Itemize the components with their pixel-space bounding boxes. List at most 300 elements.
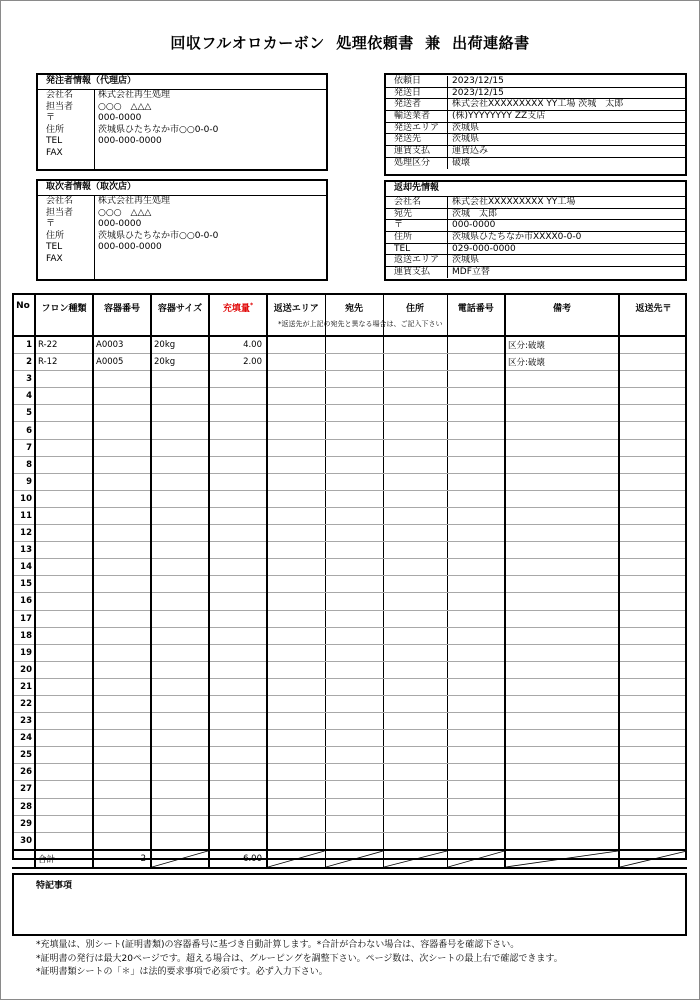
cell-return-to[interactable] bbox=[619, 559, 687, 576]
cell-fill[interactable] bbox=[209, 747, 267, 764]
cell-area[interactable] bbox=[267, 354, 325, 371]
cell-container[interactable] bbox=[93, 559, 151, 576]
cell-addr[interactable] bbox=[383, 747, 447, 764]
cell-type[interactable]: R-22 bbox=[35, 336, 93, 354]
cell-dest[interactable] bbox=[325, 610, 383, 627]
cell-container[interactable] bbox=[93, 764, 151, 781]
cell-dest[interactable] bbox=[325, 405, 383, 422]
cell-phone[interactable] bbox=[447, 422, 505, 439]
cell-remarks[interactable] bbox=[505, 695, 619, 712]
cell-phone[interactable] bbox=[447, 439, 505, 456]
cell-size[interactable] bbox=[151, 388, 209, 405]
cell-fill[interactable] bbox=[209, 764, 267, 781]
cell-phone[interactable] bbox=[447, 542, 505, 559]
cell-fill[interactable] bbox=[209, 815, 267, 832]
cell-addr[interactable] bbox=[383, 336, 447, 354]
cell-dest[interactable] bbox=[325, 354, 383, 371]
cell-size[interactable] bbox=[151, 695, 209, 712]
cell-area[interactable] bbox=[267, 627, 325, 644]
cell-fill[interactable] bbox=[209, 388, 267, 405]
cell-fill[interactable]: 2.00 bbox=[209, 354, 267, 371]
cell-type[interactable] bbox=[35, 798, 93, 815]
cell-addr[interactable] bbox=[383, 422, 447, 439]
cell-addr[interactable] bbox=[383, 405, 447, 422]
cell-addr[interactable] bbox=[383, 388, 447, 405]
cell-dest[interactable] bbox=[325, 439, 383, 456]
cell-return-to[interactable] bbox=[619, 490, 687, 507]
cell-type[interactable] bbox=[35, 405, 93, 422]
cell-area[interactable] bbox=[267, 695, 325, 712]
cell-remarks[interactable] bbox=[505, 798, 619, 815]
cell-phone[interactable] bbox=[447, 713, 505, 730]
cell-dest[interactable] bbox=[325, 695, 383, 712]
cell-fill[interactable] bbox=[209, 559, 267, 576]
cell-type[interactable] bbox=[35, 644, 93, 661]
cell-remarks[interactable] bbox=[505, 525, 619, 542]
cell-area[interactable] bbox=[267, 507, 325, 524]
cell-container[interactable] bbox=[93, 661, 151, 678]
cell-dest[interactable] bbox=[325, 490, 383, 507]
cell-fill[interactable] bbox=[209, 371, 267, 388]
cell-remarks[interactable] bbox=[505, 388, 619, 405]
cell-area[interactable] bbox=[267, 422, 325, 439]
cell-remarks[interactable] bbox=[505, 610, 619, 627]
cell-size[interactable] bbox=[151, 661, 209, 678]
cell-fill[interactable] bbox=[209, 627, 267, 644]
cell-type[interactable] bbox=[35, 713, 93, 730]
cell-phone[interactable] bbox=[447, 764, 505, 781]
cell-phone[interactable] bbox=[447, 490, 505, 507]
cell-type[interactable] bbox=[35, 661, 93, 678]
cell-fill[interactable] bbox=[209, 456, 267, 473]
cell-size[interactable] bbox=[151, 542, 209, 559]
cell-type[interactable] bbox=[35, 764, 93, 781]
cell-return-to[interactable] bbox=[619, 456, 687, 473]
cell-return-to[interactable] bbox=[619, 610, 687, 627]
cell-container[interactable] bbox=[93, 422, 151, 439]
cell-type[interactable] bbox=[35, 815, 93, 832]
cell-type[interactable] bbox=[35, 473, 93, 490]
cell-dest[interactable] bbox=[325, 747, 383, 764]
cell-area[interactable] bbox=[267, 559, 325, 576]
cell-area[interactable] bbox=[267, 764, 325, 781]
cell-size[interactable] bbox=[151, 593, 209, 610]
cell-return-to[interactable] bbox=[619, 388, 687, 405]
cell-area[interactable] bbox=[267, 439, 325, 456]
cell-size[interactable] bbox=[151, 798, 209, 815]
cell-addr[interactable] bbox=[383, 490, 447, 507]
cell-addr[interactable] bbox=[383, 661, 447, 678]
cell-remarks[interactable] bbox=[505, 644, 619, 661]
cell-phone[interactable] bbox=[447, 525, 505, 542]
cell-container[interactable] bbox=[93, 678, 151, 695]
cell-remarks[interactable] bbox=[505, 439, 619, 456]
cell-type[interactable]: R-12 bbox=[35, 354, 93, 371]
cell-size[interactable] bbox=[151, 644, 209, 661]
cell-return-to[interactable] bbox=[619, 371, 687, 388]
cell-dest[interactable] bbox=[325, 559, 383, 576]
cell-type[interactable] bbox=[35, 832, 93, 850]
cell-dest[interactable] bbox=[325, 593, 383, 610]
cell-dest[interactable] bbox=[325, 627, 383, 644]
cell-dest[interactable] bbox=[325, 422, 383, 439]
cell-return-to[interactable] bbox=[619, 576, 687, 593]
cell-container[interactable] bbox=[93, 798, 151, 815]
cell-remarks[interactable] bbox=[505, 781, 619, 798]
cell-size[interactable] bbox=[151, 713, 209, 730]
cell-addr[interactable] bbox=[383, 371, 447, 388]
cell-return-to[interactable] bbox=[619, 730, 687, 747]
cell-size[interactable] bbox=[151, 764, 209, 781]
cell-remarks[interactable] bbox=[505, 713, 619, 730]
cell-return-to[interactable] bbox=[619, 644, 687, 661]
cell-type[interactable] bbox=[35, 627, 93, 644]
cell-type[interactable] bbox=[35, 507, 93, 524]
cell-phone[interactable] bbox=[447, 678, 505, 695]
cell-container[interactable] bbox=[93, 610, 151, 627]
cell-container[interactable] bbox=[93, 832, 151, 850]
cell-return-to[interactable] bbox=[619, 507, 687, 524]
cell-phone[interactable] bbox=[447, 336, 505, 354]
cell-dest[interactable] bbox=[325, 576, 383, 593]
cell-fill[interactable] bbox=[209, 644, 267, 661]
cell-container[interactable] bbox=[93, 747, 151, 764]
cell-type[interactable] bbox=[35, 593, 93, 610]
cell-phone[interactable] bbox=[447, 730, 505, 747]
cell-phone[interactable] bbox=[447, 661, 505, 678]
cell-size[interactable] bbox=[151, 781, 209, 798]
cell-fill[interactable] bbox=[209, 405, 267, 422]
cell-type[interactable] bbox=[35, 730, 93, 747]
cell-remarks[interactable] bbox=[505, 747, 619, 764]
cell-area[interactable] bbox=[267, 593, 325, 610]
cell-size[interactable] bbox=[151, 832, 209, 850]
cell-area[interactable] bbox=[267, 815, 325, 832]
cell-container[interactable] bbox=[93, 713, 151, 730]
cell-addr[interactable] bbox=[383, 525, 447, 542]
cell-area[interactable] bbox=[267, 576, 325, 593]
cell-addr[interactable] bbox=[383, 559, 447, 576]
cell-addr[interactable] bbox=[383, 730, 447, 747]
cell-container[interactable] bbox=[93, 730, 151, 747]
cell-phone[interactable] bbox=[447, 559, 505, 576]
cell-addr[interactable] bbox=[383, 542, 447, 559]
cell-remarks[interactable] bbox=[505, 371, 619, 388]
cell-container[interactable] bbox=[93, 593, 151, 610]
cell-area[interactable] bbox=[267, 713, 325, 730]
cell-remarks[interactable] bbox=[505, 576, 619, 593]
cell-size[interactable] bbox=[151, 456, 209, 473]
cell-container[interactable] bbox=[93, 507, 151, 524]
cell-type[interactable] bbox=[35, 781, 93, 798]
cell-container[interactable] bbox=[93, 815, 151, 832]
cell-area[interactable] bbox=[267, 542, 325, 559]
cell-phone[interactable] bbox=[447, 371, 505, 388]
cell-remarks[interactable]: 区分:破壊 bbox=[505, 336, 619, 354]
cell-fill[interactable] bbox=[209, 490, 267, 507]
cell-area[interactable] bbox=[267, 473, 325, 490]
cell-return-to[interactable] bbox=[619, 627, 687, 644]
cell-return-to[interactable] bbox=[619, 439, 687, 456]
cell-container[interactable] bbox=[93, 525, 151, 542]
cell-phone[interactable] bbox=[447, 507, 505, 524]
cell-area[interactable] bbox=[267, 730, 325, 747]
cell-area[interactable] bbox=[267, 781, 325, 798]
cell-remarks[interactable] bbox=[505, 661, 619, 678]
cell-remarks[interactable] bbox=[505, 422, 619, 439]
cell-dest[interactable] bbox=[325, 507, 383, 524]
cell-container[interactable] bbox=[93, 542, 151, 559]
cell-area[interactable] bbox=[267, 525, 325, 542]
cell-container[interactable]: A0005 bbox=[93, 354, 151, 371]
cell-area[interactable] bbox=[267, 678, 325, 695]
cell-addr[interactable] bbox=[383, 781, 447, 798]
cell-container[interactable] bbox=[93, 371, 151, 388]
cell-size[interactable] bbox=[151, 371, 209, 388]
cell-container[interactable] bbox=[93, 644, 151, 661]
cell-return-to[interactable] bbox=[619, 764, 687, 781]
cell-type[interactable] bbox=[35, 371, 93, 388]
cell-remarks[interactable] bbox=[505, 730, 619, 747]
cell-addr[interactable] bbox=[383, 439, 447, 456]
cell-return-to[interactable] bbox=[619, 695, 687, 712]
cell-size[interactable]: 20kg bbox=[151, 336, 209, 354]
cell-fill[interactable] bbox=[209, 678, 267, 695]
cell-return-to[interactable] bbox=[619, 661, 687, 678]
cell-dest[interactable] bbox=[325, 525, 383, 542]
cell-addr[interactable] bbox=[383, 627, 447, 644]
cell-fill[interactable] bbox=[209, 832, 267, 850]
cell-remarks[interactable] bbox=[505, 490, 619, 507]
cell-type[interactable] bbox=[35, 695, 93, 712]
cell-fill[interactable] bbox=[209, 713, 267, 730]
cell-size[interactable] bbox=[151, 627, 209, 644]
cell-return-to[interactable] bbox=[619, 815, 687, 832]
cell-remarks[interactable] bbox=[505, 542, 619, 559]
cell-return-to[interactable] bbox=[619, 713, 687, 730]
cell-phone[interactable] bbox=[447, 627, 505, 644]
cell-size[interactable] bbox=[151, 576, 209, 593]
cell-dest[interactable] bbox=[325, 336, 383, 354]
cell-size[interactable]: 20kg bbox=[151, 354, 209, 371]
cell-dest[interactable] bbox=[325, 371, 383, 388]
cell-fill[interactable] bbox=[209, 695, 267, 712]
cell-phone[interactable] bbox=[447, 781, 505, 798]
cell-dest[interactable] bbox=[325, 542, 383, 559]
cell-size[interactable] bbox=[151, 730, 209, 747]
cell-phone[interactable] bbox=[447, 593, 505, 610]
cell-fill[interactable] bbox=[209, 542, 267, 559]
cell-addr[interactable] bbox=[383, 507, 447, 524]
cell-area[interactable] bbox=[267, 610, 325, 627]
cell-dest[interactable] bbox=[325, 388, 383, 405]
cell-addr[interactable] bbox=[383, 832, 447, 850]
cell-return-to[interactable] bbox=[619, 593, 687, 610]
cell-container[interactable] bbox=[93, 781, 151, 798]
cell-fill[interactable] bbox=[209, 473, 267, 490]
cell-container[interactable] bbox=[93, 473, 151, 490]
cell-size[interactable] bbox=[151, 507, 209, 524]
cell-type[interactable] bbox=[35, 422, 93, 439]
cell-dest[interactable] bbox=[325, 781, 383, 798]
cell-dest[interactable] bbox=[325, 764, 383, 781]
cell-size[interactable] bbox=[151, 422, 209, 439]
cell-type[interactable] bbox=[35, 456, 93, 473]
cell-remarks[interactable] bbox=[505, 627, 619, 644]
cell-phone[interactable] bbox=[447, 354, 505, 371]
cell-area[interactable] bbox=[267, 644, 325, 661]
cell-type[interactable] bbox=[35, 542, 93, 559]
cell-area[interactable] bbox=[267, 798, 325, 815]
cell-dest[interactable] bbox=[325, 713, 383, 730]
cell-addr[interactable] bbox=[383, 354, 447, 371]
cell-area[interactable] bbox=[267, 388, 325, 405]
cell-addr[interactable] bbox=[383, 644, 447, 661]
cell-container[interactable] bbox=[93, 627, 151, 644]
cell-container[interactable] bbox=[93, 695, 151, 712]
cell-fill[interactable] bbox=[209, 422, 267, 439]
cell-area[interactable] bbox=[267, 405, 325, 422]
cell-phone[interactable] bbox=[447, 473, 505, 490]
cell-dest[interactable] bbox=[325, 815, 383, 832]
special-notes-box[interactable] bbox=[12, 873, 687, 936]
cell-type[interactable] bbox=[35, 576, 93, 593]
cell-phone[interactable] bbox=[447, 456, 505, 473]
cell-container[interactable]: A0003 bbox=[93, 336, 151, 354]
cell-phone[interactable] bbox=[447, 815, 505, 832]
cell-return-to[interactable] bbox=[619, 781, 687, 798]
cell-area[interactable] bbox=[267, 747, 325, 764]
cell-fill[interactable] bbox=[209, 593, 267, 610]
cell-container[interactable] bbox=[93, 576, 151, 593]
cell-return-to[interactable] bbox=[619, 525, 687, 542]
cell-addr[interactable] bbox=[383, 593, 447, 610]
cell-addr[interactable] bbox=[383, 473, 447, 490]
cell-fill[interactable] bbox=[209, 439, 267, 456]
cell-container[interactable] bbox=[93, 388, 151, 405]
cell-size[interactable] bbox=[151, 610, 209, 627]
cell-dest[interactable] bbox=[325, 730, 383, 747]
cell-remarks[interactable]: 区分:破壊 bbox=[505, 354, 619, 371]
cell-return-to[interactable] bbox=[619, 422, 687, 439]
cell-dest[interactable] bbox=[325, 661, 383, 678]
cell-fill[interactable]: 4.00 bbox=[209, 336, 267, 354]
cell-fill[interactable] bbox=[209, 661, 267, 678]
cell-phone[interactable] bbox=[447, 388, 505, 405]
cell-type[interactable] bbox=[35, 610, 93, 627]
cell-dest[interactable] bbox=[325, 644, 383, 661]
cell-dest[interactable] bbox=[325, 473, 383, 490]
cell-area[interactable] bbox=[267, 336, 325, 354]
cell-phone[interactable] bbox=[447, 832, 505, 850]
cell-container[interactable] bbox=[93, 490, 151, 507]
cell-return-to[interactable] bbox=[619, 678, 687, 695]
cell-addr[interactable] bbox=[383, 815, 447, 832]
cell-return-to[interactable] bbox=[619, 473, 687, 490]
cell-remarks[interactable] bbox=[505, 559, 619, 576]
cell-container[interactable] bbox=[93, 456, 151, 473]
cell-fill[interactable] bbox=[209, 576, 267, 593]
cell-phone[interactable] bbox=[447, 798, 505, 815]
cell-phone[interactable] bbox=[447, 695, 505, 712]
cell-remarks[interactable] bbox=[505, 832, 619, 850]
cell-type[interactable] bbox=[35, 525, 93, 542]
cell-fill[interactable] bbox=[209, 781, 267, 798]
cell-area[interactable] bbox=[267, 661, 325, 678]
cell-type[interactable] bbox=[35, 559, 93, 576]
cell-size[interactable] bbox=[151, 439, 209, 456]
cell-fill[interactable] bbox=[209, 730, 267, 747]
cell-container[interactable] bbox=[93, 439, 151, 456]
cell-remarks[interactable] bbox=[505, 764, 619, 781]
cell-size[interactable] bbox=[151, 473, 209, 490]
cell-type[interactable] bbox=[35, 678, 93, 695]
cell-remarks[interactable] bbox=[505, 678, 619, 695]
cell-area[interactable] bbox=[267, 456, 325, 473]
cell-return-to[interactable] bbox=[619, 542, 687, 559]
cell-remarks[interactable] bbox=[505, 405, 619, 422]
cell-dest[interactable] bbox=[325, 678, 383, 695]
cell-fill[interactable] bbox=[209, 798, 267, 815]
cell-remarks[interactable] bbox=[505, 456, 619, 473]
cell-addr[interactable] bbox=[383, 798, 447, 815]
cell-fill[interactable] bbox=[209, 507, 267, 524]
cell-size[interactable] bbox=[151, 559, 209, 576]
cell-phone[interactable] bbox=[447, 644, 505, 661]
cell-phone[interactable] bbox=[447, 576, 505, 593]
cell-size[interactable] bbox=[151, 747, 209, 764]
cell-remarks[interactable] bbox=[505, 507, 619, 524]
cell-return-to[interactable] bbox=[619, 747, 687, 764]
cell-fill[interactable] bbox=[209, 525, 267, 542]
cell-type[interactable] bbox=[35, 439, 93, 456]
cell-addr[interactable] bbox=[383, 610, 447, 627]
cell-return-to[interactable] bbox=[619, 798, 687, 815]
cell-phone[interactable] bbox=[447, 747, 505, 764]
cell-size[interactable] bbox=[151, 525, 209, 542]
cell-size[interactable] bbox=[151, 815, 209, 832]
cell-area[interactable] bbox=[267, 371, 325, 388]
cell-type[interactable] bbox=[35, 388, 93, 405]
cell-addr[interactable] bbox=[383, 576, 447, 593]
cell-phone[interactable] bbox=[447, 610, 505, 627]
cell-dest[interactable] bbox=[325, 456, 383, 473]
cell-return-to[interactable] bbox=[619, 405, 687, 422]
cell-type[interactable] bbox=[35, 490, 93, 507]
cell-return-to[interactable] bbox=[619, 336, 687, 354]
cell-return-to[interactable] bbox=[619, 354, 687, 371]
cell-remarks[interactable] bbox=[505, 473, 619, 490]
cell-addr[interactable] bbox=[383, 456, 447, 473]
cell-dest[interactable] bbox=[325, 798, 383, 815]
cell-addr[interactable] bbox=[383, 678, 447, 695]
cell-dest[interactable] bbox=[325, 832, 383, 850]
cell-size[interactable] bbox=[151, 490, 209, 507]
cell-return-to[interactable] bbox=[619, 832, 687, 850]
cell-fill[interactable] bbox=[209, 610, 267, 627]
cell-remarks[interactable] bbox=[505, 593, 619, 610]
cell-remarks[interactable] bbox=[505, 815, 619, 832]
cell-type[interactable] bbox=[35, 747, 93, 764]
cell-container[interactable] bbox=[93, 405, 151, 422]
cell-phone[interactable] bbox=[447, 405, 505, 422]
cell-addr[interactable] bbox=[383, 695, 447, 712]
cell-area[interactable] bbox=[267, 490, 325, 507]
cell-area[interactable] bbox=[267, 832, 325, 850]
cell-size[interactable] bbox=[151, 678, 209, 695]
cell-addr[interactable] bbox=[383, 713, 447, 730]
cell-addr[interactable] bbox=[383, 764, 447, 781]
